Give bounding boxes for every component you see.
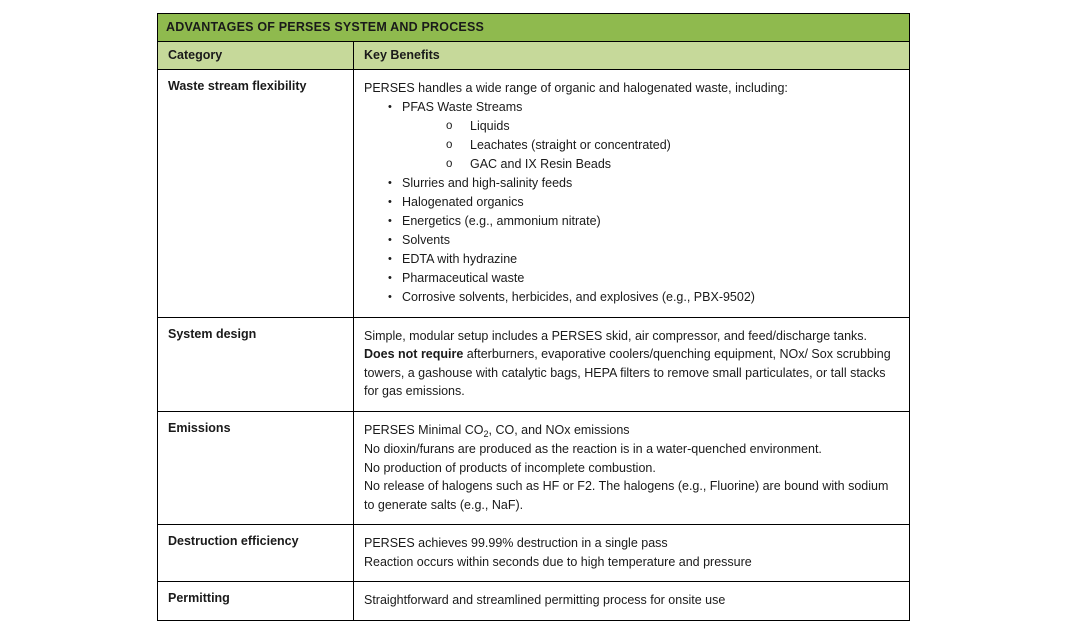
destruction-line-2: Reaction occurs within seconds due to high temperature and pressure bbox=[364, 554, 752, 569]
emissions-subscript: 2 bbox=[483, 428, 489, 439]
row-content-system-design bbox=[354, 317, 910, 411]
table-row bbox=[158, 582, 910, 621]
emissions-line-pic: No production of products of incomplete combustion. bbox=[364, 460, 656, 475]
table-title: ADVANTAGES OF PERSES SYSTEM AND PROCESS bbox=[158, 14, 910, 42]
waste-bullet-list bbox=[364, 98, 901, 307]
system-design-paragraph bbox=[364, 327, 901, 401]
system-design-text-2: afterburners, evaporative coolers/quenching equipment, NOx/ Sox scrubbing towers, a gashouse with catalytic bags, HEPA filters to remove small particulates, or tall stacks for gas emissions. bbox=[364, 347, 891, 398]
table-row bbox=[158, 411, 910, 525]
circle-bullet-icon: o bbox=[446, 138, 453, 151]
list-item-label: Leachates (straight or concentrated) bbox=[470, 137, 671, 152]
emissions-line-co2-pre: PERSES Minimal CO bbox=[364, 422, 484, 437]
list-item-label: Pharmaceutical waste bbox=[402, 270, 525, 285]
list-item bbox=[402, 155, 901, 174]
bullet-dot-icon: • bbox=[388, 100, 392, 113]
list-item-label: Solvents bbox=[402, 232, 450, 247]
list-item bbox=[364, 98, 901, 174]
list-item bbox=[402, 117, 901, 136]
list-item-label: Liquids bbox=[470, 118, 510, 133]
circle-bullet-icon: o bbox=[446, 157, 453, 170]
row-category-destruction-efficiency: Destruction efficiency bbox=[158, 525, 354, 582]
circle-bullet-icon: o bbox=[446, 119, 453, 132]
list-item bbox=[364, 250, 901, 269]
list-item bbox=[364, 212, 901, 231]
system-design-text-1: Simple, modular setup includes a PERSES skid, air compressor, and feed/discharge tanks. bbox=[364, 328, 868, 343]
list-item bbox=[364, 174, 901, 193]
table-header-row bbox=[158, 42, 910, 70]
row-category-system-design: System design bbox=[158, 317, 354, 411]
table-row bbox=[158, 525, 910, 582]
column-header-category: Category bbox=[158, 42, 354, 70]
row-category-waste-stream-flexibility: Waste stream flexibility bbox=[158, 70, 354, 318]
bullet-dot-icon: • bbox=[388, 233, 392, 246]
system-design-emphasis: Does not require bbox=[364, 347, 464, 361]
row-category-permitting: Permitting bbox=[158, 582, 354, 621]
bullet-dot-icon: • bbox=[388, 252, 392, 265]
list-item-label: Corrosive solvents, herbicides, and explosives (e.g., PBX-9502) bbox=[402, 289, 755, 304]
list-item-label: PFAS Waste Streams bbox=[402, 99, 523, 114]
bullet-dot-icon: • bbox=[388, 214, 392, 227]
emissions-line-halogens: No release of halogens such as HF or F2. The halogens (e.g., Fluorine) are bound with sodium to generate salts (e.g., NaF). bbox=[364, 479, 889, 512]
pfas-sub-list bbox=[402, 117, 901, 174]
emissions-line-co2-post: , CO, and NOx emissions bbox=[488, 422, 630, 437]
advantages-table-wrapper bbox=[157, 13, 909, 621]
permitting-line-1: Straightforward and streamlined permitting process for onsite use bbox=[364, 593, 726, 607]
emissions-line-dioxin: No dioxin/furans are produced as the reaction is in a water-quenched environment. bbox=[364, 442, 822, 456]
list-item-label: Halogenated organics bbox=[402, 194, 524, 209]
bullet-dot-icon: • bbox=[388, 271, 392, 284]
row-content-destruction-efficiency bbox=[354, 525, 910, 582]
row-category-emissions: Emissions bbox=[158, 411, 354, 525]
list-item-label: EDTA with hydrazine bbox=[402, 251, 518, 266]
list-item-label: GAC and IX Resin Beads bbox=[470, 156, 612, 171]
list-item bbox=[364, 193, 901, 212]
list-item bbox=[402, 136, 901, 155]
advantages-table bbox=[157, 13, 910, 621]
table-row bbox=[158, 317, 910, 411]
waste-lead-text: PERSES handles a wide range of organic and halogenated waste, including: bbox=[364, 81, 788, 95]
column-header-key-benefits: Key Benefits bbox=[354, 42, 910, 70]
row-content-waste-stream-flexibility bbox=[354, 70, 910, 318]
list-item-label: Energetics (e.g., ammonium nitrate) bbox=[402, 213, 601, 228]
table-row bbox=[158, 70, 910, 318]
bullet-dot-icon: • bbox=[388, 176, 392, 189]
row-content-emissions bbox=[354, 411, 910, 525]
list-item bbox=[364, 288, 901, 307]
list-item bbox=[364, 231, 901, 250]
emissions-line-co2 bbox=[364, 421, 901, 441]
list-item-label: Slurries and high-salinity feeds bbox=[402, 175, 573, 190]
table-title-row bbox=[158, 14, 910, 42]
list-item bbox=[364, 269, 901, 288]
bullet-dot-icon: • bbox=[388, 195, 392, 208]
bullet-dot-icon: • bbox=[388, 290, 392, 303]
destruction-line-1: PERSES achieves 99.99% destruction in a single pass bbox=[364, 536, 668, 550]
row-content-permitting bbox=[354, 582, 910, 621]
